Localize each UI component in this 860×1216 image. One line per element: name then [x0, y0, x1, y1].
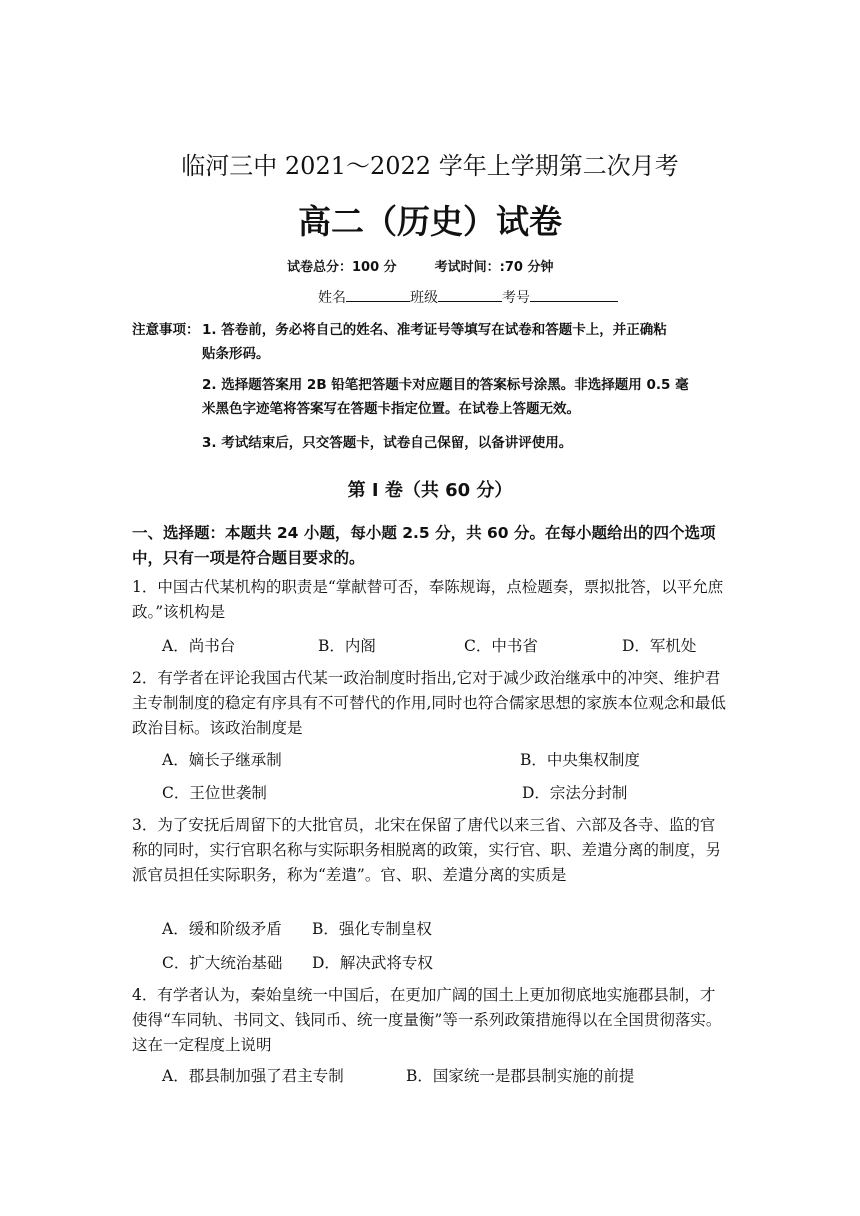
q2-option-c: C．王位世袭制: [162, 784, 267, 802]
q1-option-d: D．军机处: [622, 637, 697, 655]
notes-heading: 注意事项：: [132, 322, 200, 338]
id-label: 考号: [502, 290, 530, 306]
section-title: 第 Ⅰ 卷（共 60 分）: [347, 480, 513, 501]
name-blank: [346, 287, 410, 302]
note-1-line1: 1. 答卷前，务必将自己的姓名、准考证号等填写在试卷和答题卡上，并正确粘: [202, 322, 667, 338]
note-3: 3. 考试结束后，只交答题卡，试卷自己保留，以备讲评使用。: [202, 435, 573, 451]
part-intro: 一、选择题：本题共 24 小题，每小题 2.5 分，共 60 分。在每小题给出的四个选项中，只有一项是符合题目要求的。: [132, 524, 716, 567]
class-label: 班级: [410, 290, 438, 306]
exam-title-line1: 临河三中 2021～2022 学年上学期第二次月考: [181, 152, 679, 180]
q2-option-d: D．宗法分封制: [522, 784, 628, 802]
question-2-stem: 2．有学者在评论我国古代某一政治制度时指出,它对于减少政治继承中的冲突、维护君主专制制度的稳定有序具有不可替代的作用,同时也符合儒家思想的家族本位观念和最低政治目标。该政治制度是: [132, 669, 726, 737]
id-blank: [530, 287, 618, 302]
q2-option-a: A．嫡长子继承制: [162, 751, 282, 769]
question-4-stem: 4．有学者认为，秦始皇统一中国后，在更加广阔的国土上更加彻底地实施郡县制，才使得“车同轨、书同文、钱同币、统一度量衡”等一系列政策措施得以在全国贯彻落实。这在一定程度上说明: [132, 986, 722, 1054]
exam-time: 考试时间：:70 分钟: [434, 260, 554, 275]
q3-option-a: A．缓和阶级矛盾: [162, 920, 282, 938]
note-2-line2: 米黑色字迹笔将答案写在答题卡指定位置。在试卷上答题无效。: [202, 401, 580, 417]
note-1-line2: 贴条形码。: [202, 346, 270, 362]
question-3-stem: 3．为了安抚后周留下的大批官员，北宋在保留了唐代以来三省、六部及各寺、监的官称的同时，实行官职名称与实际职务相脱离的政策，实行官、职、差遣分离的制度，另派官员担任实际职务，称为“差遣”。官、职、差遣分离的实质是: [132, 816, 722, 884]
class-blank: [438, 287, 502, 302]
q4-option-a: A．郡县制加强了君主专制: [162, 1067, 344, 1085]
question-1-stem: 1．中国古代某机构的职责是“掌献替可否，奉陈规诲，点检题奏，票拟批答，以平允庶政。”该机构是: [132, 578, 724, 621]
student-info-fields: [318, 287, 618, 307]
q4-option-b: B．国家统一是郡县制实施的前提: [406, 1067, 635, 1085]
q1-option-b: B．内阁: [318, 637, 376, 655]
exam-title-line2: 高二（历史）试卷: [298, 202, 562, 241]
exam-meta: [287, 256, 592, 275]
q3-option-d: D．解决武将专权: [312, 954, 433, 972]
q1-option-c: C．中书省: [464, 637, 538, 655]
q1-option-a: A．尚书台: [162, 637, 236, 655]
name-label: 姓名: [318, 290, 346, 306]
total-score: 试卷总分：100 分: [287, 260, 397, 275]
q3-option-b: B．强化专制皇权: [312, 920, 432, 938]
note-2-line1: 2. 选择题答案用 2B 铅笔把答题卡对应题目的答案标号涂黑。非选择题用 0.5 毫: [202, 377, 689, 393]
q3-option-c: C．扩大统治基础: [162, 954, 283, 972]
q2-option-b: B．中央集权制度: [520, 751, 640, 769]
